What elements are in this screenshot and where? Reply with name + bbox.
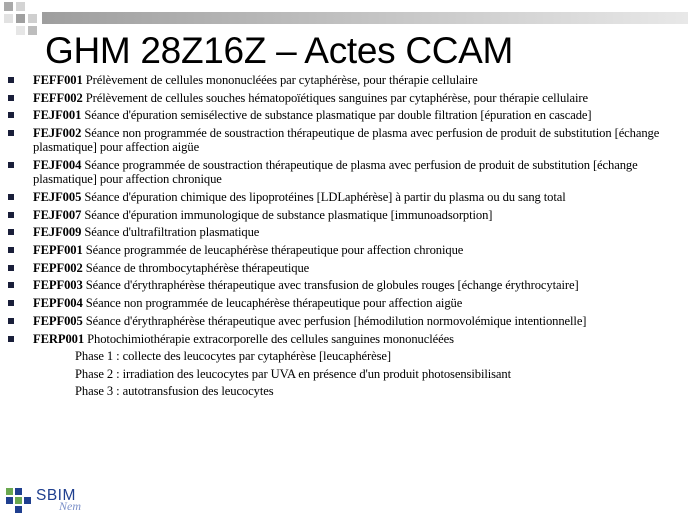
act-code: FEJF007: [33, 207, 82, 222]
sbim-logo: [4, 484, 114, 517]
act-description: Prélèvement de cellules souches hématopoïétiques sanguines par cytaphérèse, pour thérapie cellulaire: [82, 90, 589, 105]
bullet-icon: [8, 247, 14, 253]
list-item: [8, 91, 684, 105]
list-item: [8, 73, 684, 87]
act-description: Prélèvement de cellules mononucléées par cytaphérèse, pour thérapie cellulaire: [82, 73, 478, 87]
list-item: [8, 261, 684, 275]
logo-icon: [4, 486, 34, 516]
phase-item: Phase 3 : autotransfusion des leucocytes: [75, 384, 274, 399]
act-description: Séance d'érythraphérèse thérapeutique avec transfusion de globules rouges [échange érythrocytaire]: [82, 278, 579, 293]
act-description: Séance d'ultrafiltration plasmatique: [81, 225, 260, 240]
act-code: FERP001: [33, 331, 85, 346]
act-code: FEPF001: [33, 243, 83, 258]
act-description: Séance programmée de soustraction thérapeutique de plasma avec perfusion de produit de substitution [échange plasmatique] pour affection chronique: [33, 158, 638, 187]
act-description: Photochimiothérapie extracorporelle des cellules sanguines mononucléées: [84, 331, 454, 346]
bullet-icon: [8, 212, 14, 218]
act-description: Séance d'épuration immunologique de substance plasmatique [immunoadsorption]: [81, 207, 493, 222]
bullet-icon: [8, 300, 14, 306]
list-item: [8, 208, 684, 222]
list-item: [8, 108, 684, 122]
act-code: FEJF004: [33, 158, 82, 173]
slide-title: GHM 28Z16Z – Actes CCAM: [45, 30, 514, 71]
act-code: FEJF009: [33, 225, 82, 240]
act-description: Séance non programmée de leucaphérèse thérapeutique pour affection aigüe: [82, 296, 463, 311]
phase-item: Phase 2 : irradiation des leucocytes par UVA en présence d'un produit photosensibilisant: [75, 366, 512, 381]
bullet-icon: [8, 112, 14, 118]
bullet-icon: [8, 194, 14, 200]
bullet-icon: [8, 318, 14, 324]
act-code: FEPF003: [33, 278, 83, 293]
act-code: FEJF002: [33, 126, 82, 141]
bullet-icon: [8, 77, 14, 83]
act-code: FEPF004: [33, 296, 83, 311]
list-item: [8, 278, 684, 292]
phases-list: [75, 348, 684, 401]
bullet-icon: [8, 229, 14, 235]
act-code: FEPF005: [33, 313, 83, 328]
phase-item: Phase 1 : collecte des leucocytes par cytaphérèse [leucaphérèse]: [75, 349, 391, 364]
bullet-icon: [8, 282, 14, 288]
bullet-icon: [8, 130, 14, 136]
list-item: [8, 126, 684, 155]
act-code: FEJF001: [33, 108, 82, 123]
bullet-icon: [8, 95, 14, 101]
logo-script: Nem: [59, 499, 81, 513]
list-item: [8, 225, 684, 239]
act-code: FEJF005: [33, 190, 82, 205]
list-item: [8, 296, 684, 310]
list-item: [8, 314, 684, 328]
acts-list: [8, 73, 684, 401]
act-description: Séance non programmée de soustraction thérapeutique de plasma avec perfusion de produit de substitution [échange plasmatique] pour affection aigüe: [33, 126, 660, 155]
bullet-icon: [8, 162, 14, 168]
act-code: FEFF001: [33, 73, 83, 87]
logo-text: SBIM: [36, 487, 76, 504]
act-description: Séance d'épuration chimique des lipoprotéines [LDLaphérèse] à partir du plasma ou du sang total: [81, 190, 566, 205]
list-item: [8, 332, 684, 346]
act-code: FEFF002: [33, 90, 83, 105]
list-item: [8, 190, 684, 204]
act-description: Séance de thrombocytaphérèse thérapeutique: [82, 260, 310, 275]
act-description: Séance d'érythraphérèse thérapeutique avec perfusion [hémodilution normovolémique intentionnelle]: [82, 313, 587, 328]
act-description: Séance d'épuration semisélective de substance plasmatique par double filtration [épuration en cascade]: [81, 108, 592, 123]
act-code: FEPF002: [33, 260, 83, 275]
list-item: [8, 243, 684, 257]
act-description: Séance programmée de leucaphérèse thérapeutique pour affection chronique: [82, 243, 464, 258]
list-item: [8, 158, 684, 187]
bullet-icon: [8, 265, 14, 271]
bullet-icon: [8, 336, 14, 342]
header-gradient-bar: [42, 12, 688, 24]
